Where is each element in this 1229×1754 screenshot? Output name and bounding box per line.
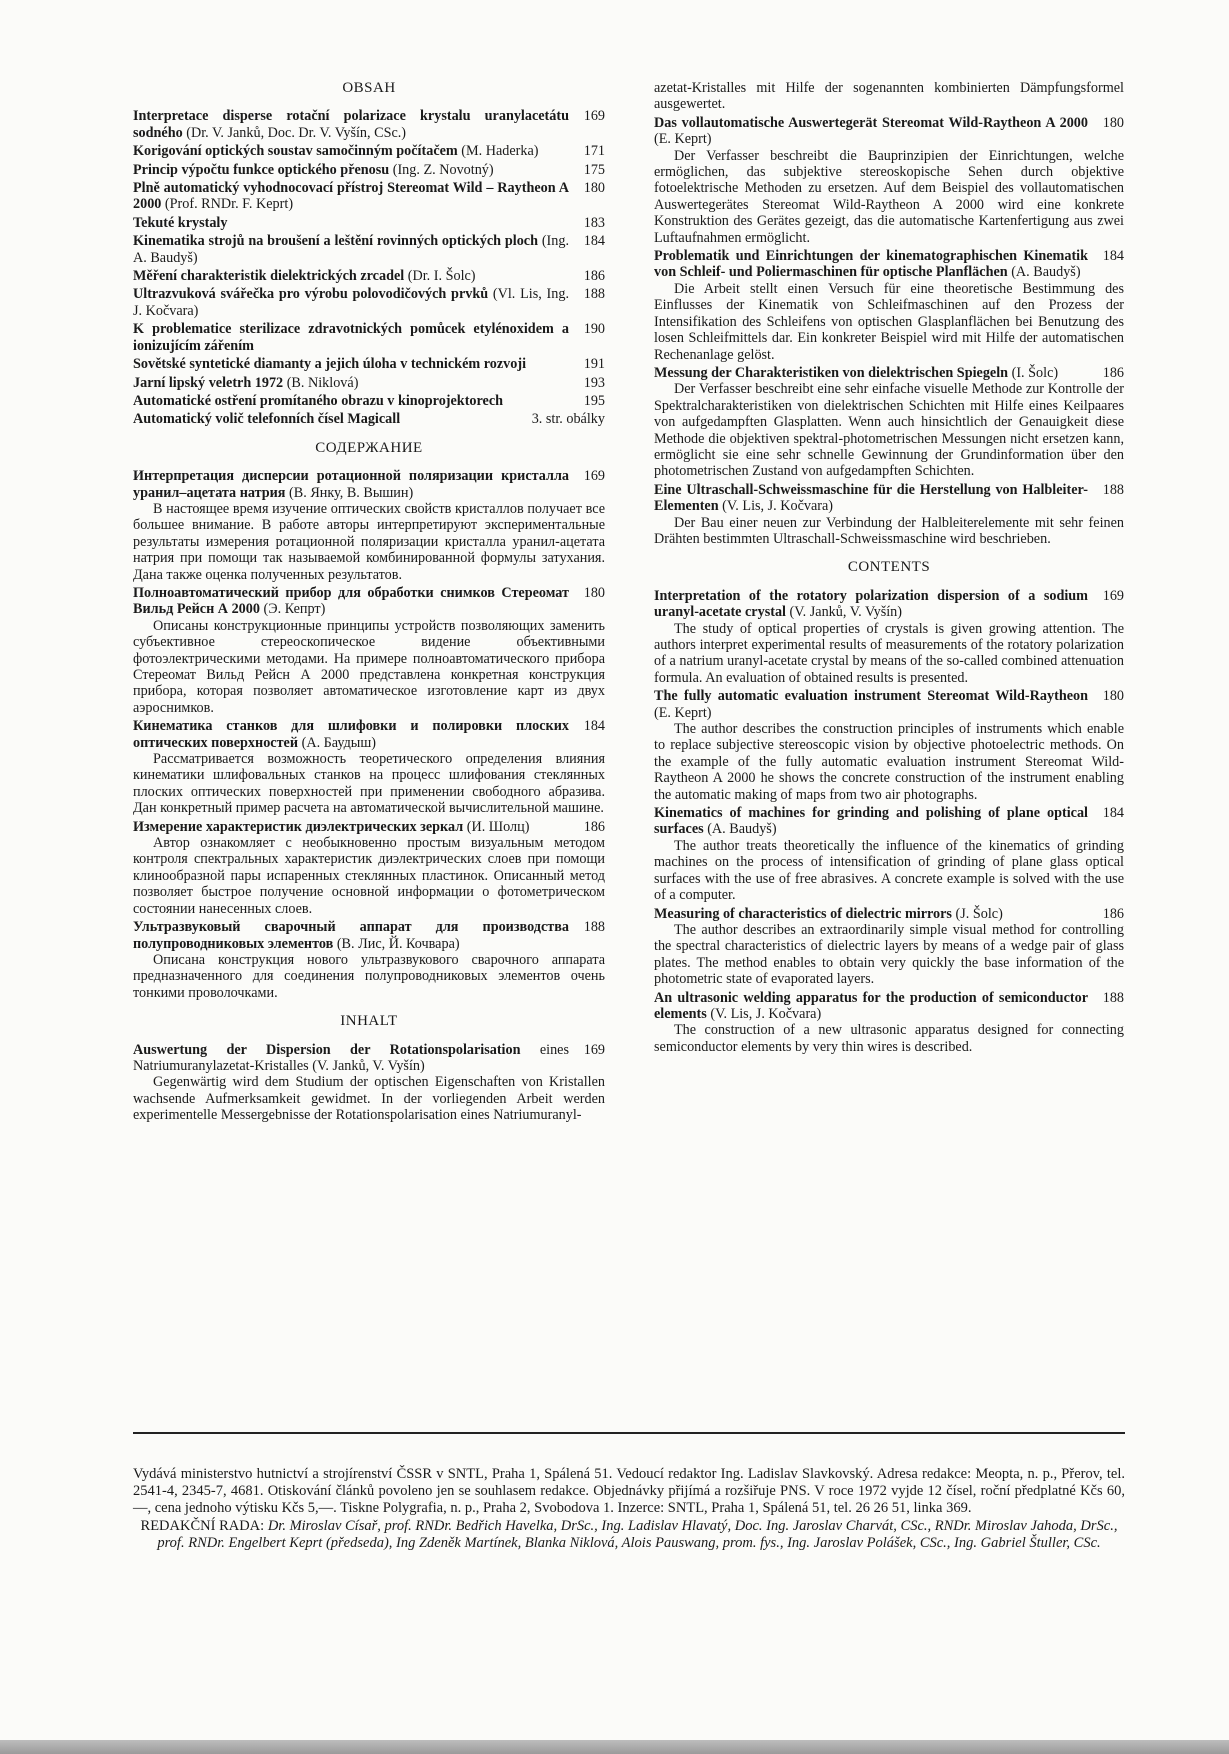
entry-page: 186: [1102, 364, 1124, 381]
entry-author: (E. Keprt): [654, 704, 712, 721]
obsah-entry: [133, 268, 605, 284]
obsah-entry: [133, 356, 605, 372]
entry-page: 191: [583, 356, 605, 373]
entry-author: (Ing. A. Baudyš): [133, 233, 570, 266]
entry-page: 186: [583, 268, 605, 285]
entry-title: Tekuté krystaly: [133, 214, 228, 231]
inhalt-entry: [654, 365, 1124, 480]
entry-page: 180: [1102, 688, 1124, 705]
entry-abstract-continuation: azetat-Kristalles mit Hilfe der sogenannten kombinierten Dämpfungsformel ausgewertet.: [654, 80, 1124, 113]
right-column: [654, 80, 1124, 1057]
soderzhanie-list: [133, 468, 605, 1001]
entry-abstract: Описаны конструкционные принципы устройств позволяющих заменить субъективное стереоскопическое видение объективными фотоэлектрическими методами. На примере полноавтоматического прибора Стереомат Вильд Рейсн А 2000 представлена конкретная конструкция прибора, которая позволяет автоматическое изготовление карт из двух аэроснимков.: [133, 617, 605, 716]
imprint-text: Vydává ministerstvo hutnictví a strojírenství ČSSR v SNTL, Praha 1, Spálená 51. Vedoucí redaktor Ing. Ladislav Slavkovský. Adresa redakce: Meopta, n. p., Přerov, tel. 2541-4, 2345-7, 4681. Otiskování článků povoleno jen se souhlasem redakce. Objednávky přijímá a rozšiřuje PNS. V roce 1972 vyjde 12 čísel, roční předplatné Kčs 60,—, cena jednoho výtisku Kčs 5,—. Tiskne Polygrafia, n. p., Praha 2, Svobodova 1. Inzerce: SNTL, Praha 1, Spálená 51, tel. 26 26 51, linka 369.: [133, 1466, 1125, 1517]
entry-author: (A. Baudyš): [1011, 264, 1081, 281]
entry-page: 180: [583, 180, 605, 197]
entry-abstract: Der Verfasser beschreibt eine sehr einfache visuelle Methode zur Kontrolle der Spektralcharakteristiken von dielektrischen Schichten mit Hilfe eines Keilpaares von aufgedampften Glasplatten. Wenn auch hinsichtlich der Genauigkeit diese Methode die objektiven spektral-photometrischen Messungen nicht ersetzen kann, ermöglicht sie eine sehr schnelle Gewinnung der Grundinformation über den photometrischen Zustand von aufgedampften Schichten.: [654, 381, 1124, 480]
entry-author: (Ing. Z. Novotný): [392, 161, 494, 178]
entry-page: 186: [1102, 905, 1124, 922]
obsah-entry: [133, 215, 605, 231]
entry-author: (V. Lis, J. Kočvara): [722, 498, 834, 515]
entry-abstract: Gegenwärtig wird dem Studium der optischen Eigenschaften von Kristallen wachsende Aufmerksamkeit gewidmet. In der vorliegenden Arbeit werden experimentelle Messergebnisse der Rotationspolarisation eines Natriumuranyl-: [133, 1074, 605, 1124]
contents-list: [654, 588, 1124, 1055]
entry-title: Problematik und Einrichtungen der kinematographischen Kinematik von Schleif- und Poliermaschinen für optische Planflächen: [654, 248, 1088, 281]
entry-page: 169: [1102, 587, 1124, 604]
contents-entry: [654, 805, 1124, 903]
obsah-list: [133, 108, 605, 427]
entry-page: 188: [583, 286, 605, 303]
entry-page: 183: [583, 214, 605, 231]
entry-page: 184: [583, 718, 605, 735]
entry-abstract: Рассматривается возможность теоретического определения влияния кинематики шлифовальных станков на процесс шлифования стеклянных плоских оптических поверхностей при применении свободного абразива. Дан конкретный пример расчета на автоматической вычислительной машине.: [133, 751, 605, 817]
entry-title: Kinematics of machines for grinding and polishing of plane optical surfaces: [654, 805, 1088, 838]
entry-title: Eine Ultraschall-Schweissmaschine für die Herstellung von Halbleiter-Elementen: [654, 481, 1088, 515]
obsah-entry: [133, 321, 605, 354]
entry-title: The fully automatic evaluation instrument Stereomat Wild-Raytheon: [654, 688, 1088, 705]
obsah-entry: [133, 233, 605, 266]
obsah-heading: OBSAH: [342, 80, 396, 96]
entry-abstract: В настоящее время изучение оптических свойств кристаллов получает все большее внимание. В работе авторы интерпретируют экспериментальные результаты измерения ротационной поляризации кристалла уранил-ацетата натрия при помощи так называемой комбинированной формулы затухания. Дана также оценка полученных результатов.: [133, 500, 605, 583]
entry-page: 188: [1102, 481, 1124, 498]
entry-title: Jarní lipský veletrh 1972: [133, 374, 284, 391]
entry-author: (Э. Кепрт): [263, 601, 326, 618]
entry-author: (И. Шолц): [466, 818, 530, 835]
entry-page: 180: [583, 584, 605, 601]
entry-title: Das vollautomatische Auswertegerät Stereomat Wild-Raytheon A 2000: [654, 114, 1088, 131]
entry-abstract: The author describes the construction principles of instruments which enable to replace subjective stereoscopic vision by objective photoelectric methods. On the example of the fully automatic evaluation instrument Stereomat Wild-Raytheon A 2000 he shows the concrete construction of the instrument enabling the automatic making of maps from two air photographs.: [654, 721, 1124, 803]
editorial-board: [133, 1518, 1125, 1552]
entry-page: 169: [583, 468, 605, 485]
entry-author: (А. Баудыш): [301, 734, 376, 751]
entry-page: 171: [583, 143, 605, 160]
obsah-entry: [133, 162, 605, 178]
soderzhanie-entry: [133, 468, 605, 583]
entry-title: Princip výpočtu funkce optického přenosu: [133, 161, 390, 178]
inhalt-entry: [133, 1042, 605, 1124]
entry-author: (Prof. RNDr. F. Keprt): [164, 196, 294, 213]
entry-abstract: Описана конструкция нового ультразвукового сварочного аппарата предназначенного для соединения полупроводниковых элементов очень тонкими проволочками.: [133, 951, 605, 1001]
inhalt-entry: [654, 115, 1124, 246]
entry-page: 188: [583, 919, 605, 936]
entry-page: 169: [583, 1041, 605, 1058]
entry-abstract: Der Bau einer neuen zur Verbindung der Halbleiterelemente mit sehr feinen Drähten bestimmten Ultraschall-Schweissmaschine wird beschrieben.: [654, 514, 1124, 547]
soderzhanie-entry: [133, 585, 605, 716]
entry-title: Kinematika strojů na broušení a leštění rovinných optických ploch: [133, 233, 538, 250]
entry-page: 180: [1102, 114, 1124, 131]
entry-title: Messung der Charakteristiken von dielektrischen Spiegeln: [654, 364, 1009, 381]
contents-entry: [654, 688, 1124, 803]
imprint: [133, 1466, 1125, 1552]
entry-abstract: The author treats theoretically the influence of the kinematics of grinding machines on the process of intensification of grinding of plane glass optical surfaces with the use of free abrasives. A concrete example is solved with the use of a computer.: [654, 837, 1124, 904]
inhalt-list-start: [133, 1042, 605, 1124]
obsah-entry: [133, 393, 605, 409]
scan-edge: [0, 1740, 1229, 1754]
entry-page: 193: [583, 374, 605, 391]
soderzhanie-heading: СОДЕРЖАНИЕ: [315, 439, 423, 456]
entry-author: (J. Šolc): [955, 905, 1003, 922]
entry-page: 184: [1102, 248, 1124, 265]
entry-title: K problematice sterilizace zdravotnických pomůcek etylénoxidem a ionizujícím zářením: [133, 321, 569, 354]
soderzhanie-entry: [133, 819, 605, 917]
entry-abstract: The study of optical properties of crystals is given growing attention. The authors interpret experimental results of measurements of the rotatory polarization of a natrium uranyl-acetate crystal by means of the so-called combined attenuation formula. An evaluation of obtained results is presented.: [654, 620, 1124, 686]
contents-entry: [654, 990, 1124, 1056]
obsah-entry: [133, 375, 605, 391]
soderzhanie-entry: [133, 718, 605, 816]
contents-entry: [654, 906, 1124, 988]
entry-author: (B. Niklová): [286, 374, 359, 391]
entry-page: 175: [583, 161, 605, 178]
contents-heading: CONTENTS: [847, 559, 931, 576]
entry-author: (В. Янку, В. Вышин): [289, 484, 414, 501]
entry-title: Měření charakteristik dielektrických zrcadel: [133, 268, 405, 285]
obsah-entry: [133, 286, 605, 319]
entry-author: (V. Janků, V. Vyšín): [789, 604, 903, 621]
obsah-entry: [133, 108, 605, 141]
entry-abstract: Автор ознакомляет с необыкновенно простым визуальным методом контроля спектральных характеристик диэлектрических слоев при помощи клинообразной пары испаренных стеклянных пластинок. Описанный метод позволяет быстрое получение основной информации о фотометрическом состоянии нанесенных слоев.: [133, 835, 605, 917]
entry-page: 3. str. obálky: [531, 411, 605, 428]
editorial-board-label: REDAKČNÍ RADA:: [140, 1517, 265, 1534]
entry-title: Полноавтоматический прибор для обработки снимков Стереомат Вильд Рейсн А 2000: [133, 584, 569, 618]
entry-title: Интерпретация дисперсии ротационной поляризации кристалла уранил–ацетата натрия: [133, 468, 569, 501]
entry-abstract: The construction of a new ultrasonic apparatus designed for connecting semiconductor elements by very thin wires is described.: [654, 1022, 1124, 1055]
entry-title: Korigování optických soustav samočinným počítačem: [133, 143, 458, 160]
inhalt-entry: [654, 248, 1124, 363]
entry-author: (В. Лис, Й. Кочвара): [336, 935, 460, 952]
obsah-entry: [133, 411, 605, 427]
obsah-entry: [133, 143, 605, 159]
entry-title: Кинематика станков для шлифовки и полировки плоских оптических поверхностей: [133, 718, 569, 751]
entry-page: 184: [1102, 805, 1124, 822]
entry-author: (I. Šolc): [1011, 364, 1059, 381]
entry-title: Plně automatický vyhodnocovací přístroj Stereomat Wild – Raytheon A 2000: [133, 180, 569, 213]
entry-title: Interpretace disperse rotační polarizace krystalu uranylacetátu sodného: [133, 108, 569, 141]
entry-author: eines Natriumuranylazetat-Kristalles (V. Janků, V. Vyšín): [133, 1041, 569, 1074]
entry-title: Automatické ostření promítaného obrazu v kinoprojektorech: [133, 392, 504, 409]
inhalt-list-continued: [654, 80, 1124, 547]
entry-title: Auswertung der Dispersion der Rotationspolarisation: [133, 1041, 521, 1058]
entry-title: Interpretation of the rotatory polarization dispersion of a sodium uranyl-acetate crystal: [654, 587, 1088, 621]
entry-title: Automatický volič telefonních čísel Magicall: [133, 411, 401, 428]
entry-abstract: Der Verfasser beschreibt die Bauprinzipien der Einrichtungen, welche ermöglichen, das subjektive stereoskopische Sehen durch objektive fotoelektrische Methoden zu ersetzen. Auf dem Beispiel des vollautomatischen Auswertegerätes Stereomat Wild-Raytheon A 2000 wird eine konkrete Konstruktion des Gerätes gezeigt, das die automatische Kartenfertigung aus zwei Luftaufnahmen ermöglicht.: [654, 147, 1124, 246]
obsah-entry: [133, 180, 605, 213]
footer-divider: [133, 1432, 1125, 1434]
entry-page: 190: [583, 321, 605, 338]
entry-title: Измерение характеристик диэлектрических зеркал: [133, 818, 464, 835]
entry-title: Ультразвуковый сварочный аппарат для производства полупроводниковых элементов: [133, 919, 569, 952]
entry-author: (V. Lis, J. Kočvara): [710, 1005, 822, 1022]
entry-author: (Dr. I. Šolc): [407, 268, 476, 285]
entry-abstract: Die Arbeit stellt einen Versuch für eine theoretische Bestimmung des Einflusses der Kinematik von Schleifmaschinen auf den Prozess der Intensifikation des Schleifens von optischen Glasplanflächen bei Benutzung des losen Schleifmittels dar. Ein konkreter Beispiel wird mit Hilfe der automatischen Rechenanlage gelöst.: [654, 280, 1124, 363]
left-column: [133, 80, 605, 1126]
entry-author: (Dr. V. Janků, Doc. Dr. V. Vyšín, CSc.): [186, 124, 407, 141]
entry-title: Sovětské syntetické diamanty a jejich úloha v technickém rozvoji: [133, 356, 527, 373]
soderzhanie-entry: [133, 919, 605, 1001]
entry-page: 169: [583, 108, 605, 125]
contents-entry: [654, 588, 1124, 686]
entry-title: An ultrasonic welding apparatus for the production of semiconductor elements: [654, 989, 1088, 1022]
entry-page: 184: [583, 233, 605, 250]
editorial-board-members: Dr. Miroslav Císař, prof. RNDr. Bedřich Havelka, DrSc., Ing. Ladislav Hlavatý, Doc. Ing. Jaroslav Charvát, CSc., RNDr. Miroslav Jahoda, DrSc., prof. RNDr. Engelbert Keprt (předseda), Ing Zdeněk Martínek, Blanka Niklová, Alois Pauswang, prom. fys., Ing. Jaroslav Polášek, CSc., Ing. Gabriel Štuller, CSc.: [157, 1517, 1118, 1551]
entry-page: 188: [1102, 989, 1124, 1006]
inhalt-heading: INHALT: [340, 1013, 398, 1030]
entry-author: (Vl. Lis, Ing. J. Kočvara): [133, 286, 569, 319]
entry-author: (A. Baudyš): [707, 821, 777, 838]
entry-abstract: The author describes an extraordinarily simple visual method for controlling the spectral characteristics of dielectric layers by means of a wedge pair of glass plates. The method enables to obtain very quickly the base information of the photometric state of evaporated layers.: [654, 921, 1124, 988]
entry-title: Measuring of characteristics of dielectric mirrors: [654, 905, 952, 922]
entry-author: (M. Haderka): [461, 143, 539, 160]
entry-page: 195: [583, 392, 605, 409]
entry-author: (E. Keprt): [654, 131, 712, 148]
entry-page: 186: [583, 818, 605, 835]
inhalt-entry: [654, 482, 1124, 548]
entry-title: Ultrazvuková svářečka pro výrobu polovodičových prvků: [133, 286, 489, 303]
